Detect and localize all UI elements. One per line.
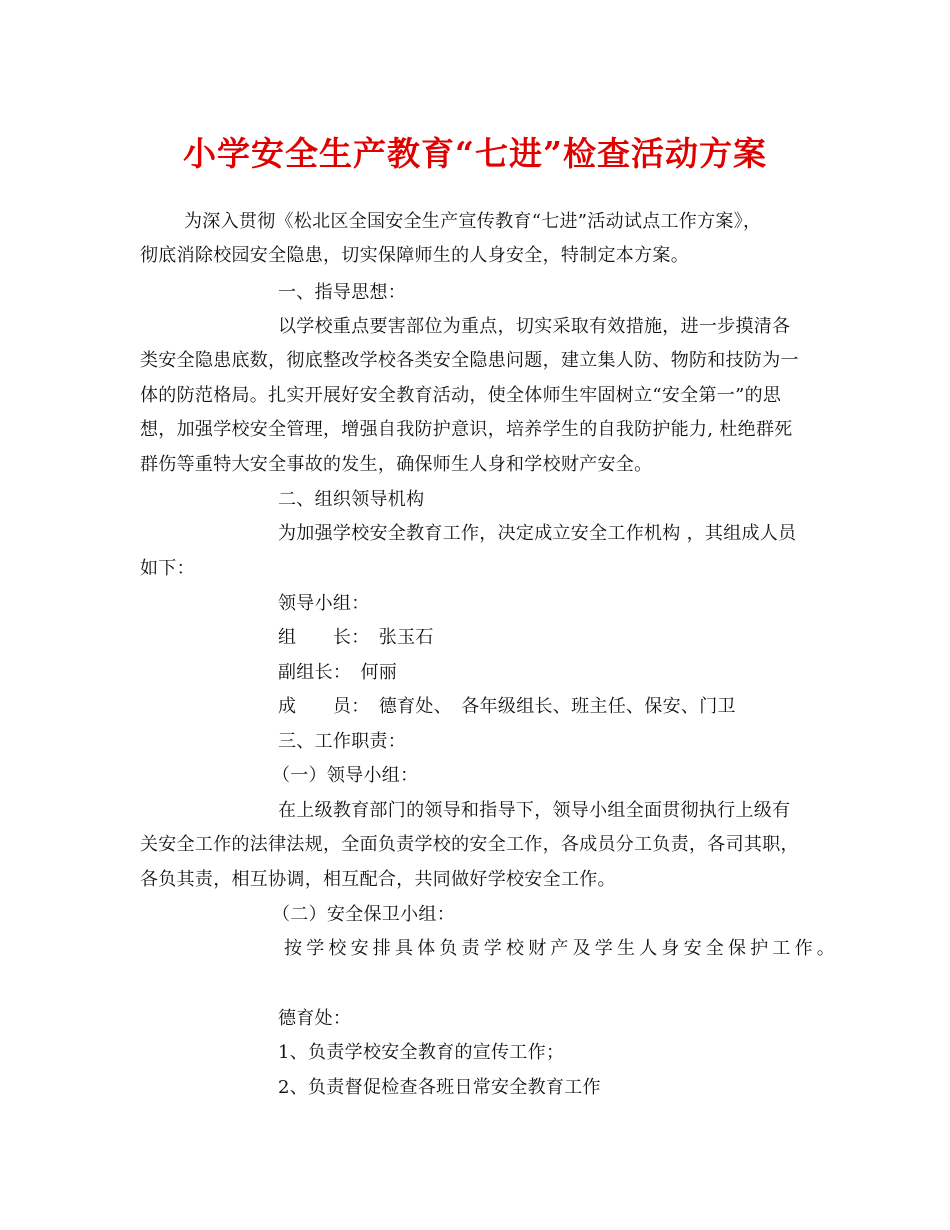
paragraph-line: 按学校安排具体负责学校财产及学生人身安全保护工作。 [284,938,839,959]
paragraph-line: 为深入贯彻《松北区全国安全生产宣传教育“七进”活动试点工作方案》， [184,211,762,232]
paragraph-line: 类安全隐患底数，彻底整改学校各类安全隐患问题，建立集人防、物防和技防为一 [140,350,799,371]
subheading: 领导小组： [278,593,370,614]
member-line: 组 长： 张玉石 [278,627,434,648]
paragraph-line: 体的防范格局。扎实开展好安全教育活动，使全体师生牢固树立“安全第一”的思 [140,385,782,406]
paragraph-line: 以学校重点要害部位为重点，切实采取有效措施，进一步摸清各 [278,316,791,337]
subheading: 德育处： [278,1008,352,1029]
paragraph-line: 在上级教育部门的领导和指导下，领导小组全面贯彻执行上级有 [278,800,791,821]
document-title: 小学安全生产教育“七进”检查活动方案 [183,134,767,173]
paragraph-line: 各负其责，相互协调，相互配合，共同做好学校安全工作。 [140,869,616,890]
member-line: 副组长： 何丽 [278,662,398,683]
paragraph-line: 关安全工作的法律法规，全面负责学校的安全工作，各成员分工负责，各司其职， [140,834,799,855]
list-item: 1、负责学校安全教育的宣传工作； [278,1042,565,1063]
paragraph-line: 想，加强学校安全管理，增强自我防护意识，培养学生的自我防护能力, 杜绝群死 [140,419,793,440]
section-heading: 一、指导思想： [278,282,407,303]
list-item: 2、负责督促检查各班日常安全教育工作 [278,1077,601,1098]
member-line: 成 员： 德育处、 各年级组长、班主任、保安、门卫 [278,696,736,717]
section-heading: 三、工作职责： [278,731,407,752]
subheading: （二）安全保卫小组： [272,904,455,925]
paragraph-line: 为加强学校安全教育工作，决定成立安全工作机构 ，其组成人员 [278,523,797,544]
paragraph-line: 彻底消除校园安全隐患，切实保障师生的人身安全，特制定本方案。 [140,245,689,266]
section-heading: 二、组织领导机构 [278,489,425,510]
subheading: （一）领导小组： [272,765,419,786]
paragraph-line: 如下： [140,558,195,579]
paragraph-line: 群伤等重特大安全事故的发生，确保师生人身和学校财产安全。 [140,454,653,475]
